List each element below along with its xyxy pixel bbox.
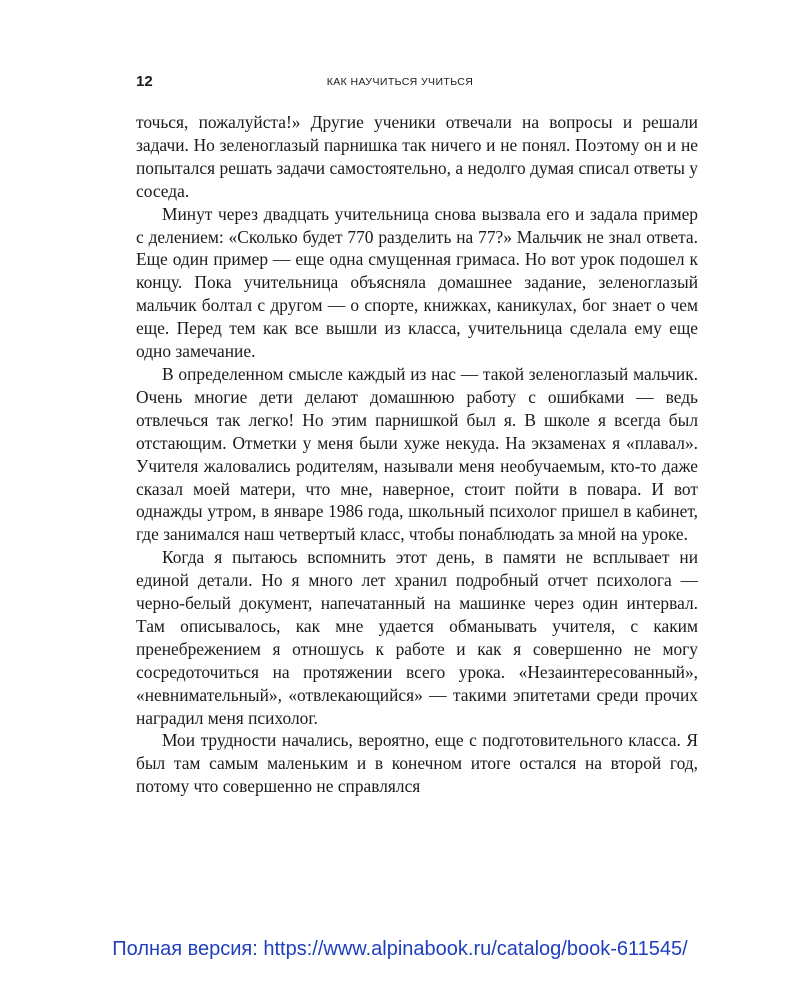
running-head: КАК НАУЧИТЬСЯ УЧИТЬСЯ [326, 76, 474, 88]
paragraph-last: Мои трудности начались, вероятно, еще с подготовительного класса. Я был там самым маленьким и в конечном итоге остался на второй год, потому что совершенно не справлялся [136, 730, 698, 797]
full-version-link[interactable]: Полная версия: https://www.alpinabook.ru/catalog/book-611545/ [112, 938, 688, 960]
paragraph: Минут через двадцать учительница снова вызвала его и задала пример с делением: «Сколько будет 770 разделить на 77?» Мальчик не знал ответа. Еще один пример — еще одна смущенная гримаса. Но вот урок подошел к концу. Пока учительница объясняла домашнее задание, зеленоглазый мальчик болтал с другом — о спорте, книжках, каникулах, бог знает о чем еще. Перед тем как все вышли из класса, учительница сделала ему еще одно замечание. [136, 203, 698, 362]
paragraph: Когда я пытаюсь вспомнить этот день, в памяти не всплывает ни единой детали. Но я много лет хранил подробный отчет психолога — черно-белый документ, напечатанный на машинке через один интервал. Там описывалось, как мне удается обманывать учителя, с каким пренебрежением я отношусь к работе и как я совершенно не могу сосредоточиться на протяжении всего урока. «Незаинтересованный», «невнимательный», «отвлекающийся» — такими эпитетами среди прочих наградил меня психолог. [136, 547, 698, 728]
page-number: 12 [136, 73, 153, 90]
paragraph: В определенном смысле каждый из нас — такой зеленоглазый мальчик. Очень многие дети делают домашнюю работу с ошибками — ведь отвлечься так легко! Но этим парнишкой был я. В школе я всегда был отстающим. Отметки у меня были хуже некуда. На экзаменах я «плавал». Учителя жаловались родителям, называли меня необучаемым, кто-то даже сказал моей матери, что мне, наверное, стоит пойти в повара. И вот однажды утром, в январе 1986 года, школьный психолог пришел в кабинет, где занимался наш четвертый класс, чтобы понаблюдать за мной на уроке. [136, 363, 698, 545]
body-text [136, 111, 698, 798]
paragraph-continued: точься, пожалуйста!» Другие ученики отвечали на вопросы и решали задачи. Но зеленоглазый парнишка так ничего и не понял. Поэтому он и не попытался решать задачи самостоятельно, а недолго думая списал ответы у соседа. [136, 112, 698, 201]
